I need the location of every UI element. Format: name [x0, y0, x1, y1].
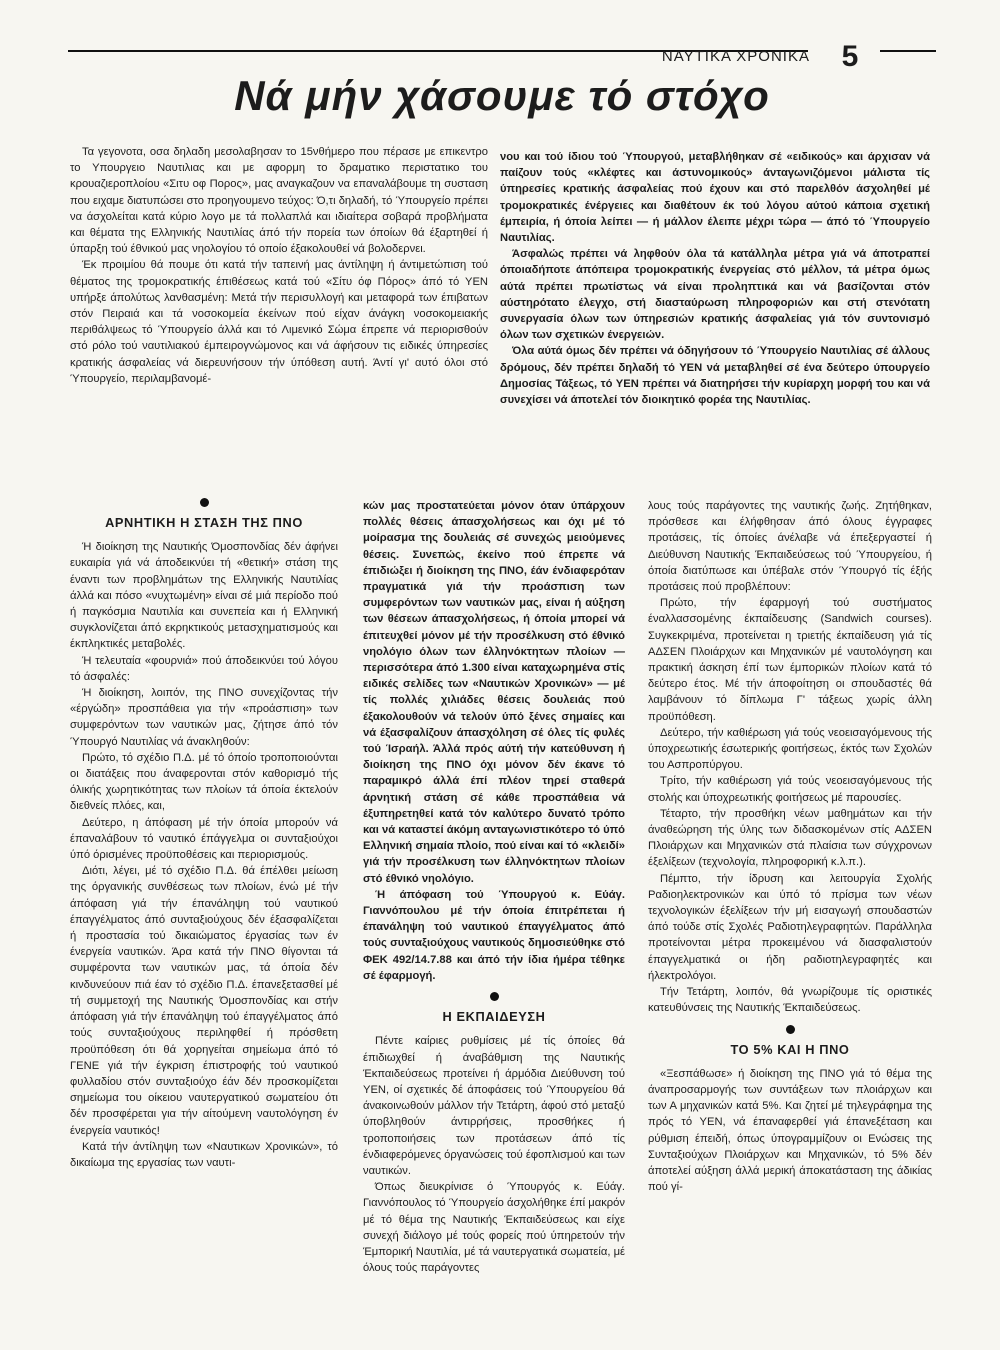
paragraph: Άσφαλώς πρέπει νά ληφθούν όλα τά κατάλληλα μέτρα γιά νά άποτραπεί όποιαδήποτε άπόπειρα τρομοκρατικής ένεργείας στό μέλλον, τά μέτρα όμως αύτά πρέπει πρωτίστως νά είναι προληπτικά και νά βασίζονται στόν αύστηρότατο έλεγχο, στή διασταύρωση πληροφοριών και στή στενότατη συνεργασία όλων των ύπηρεσιών κρατικής άσφαλείας γιά τόν συντονισμό όλων των σχετικών ένεργειών.	[500, 248, 930, 342]
paragraph: Δεύτερο, η άπόφαση μέ τήν όποία μπορούν νά έπαναλάβουν τό ναυτικό έπάγγελμα οι συνταξιούχοι ύπό όρισμένες προϋποθέσεις και περιορισμούς.	[70, 816, 338, 862]
paragraph: «Ξεσπάθωσε» ή διοίκηση της ΠΝΟ γιά τό θέμα της άναπροσαρμογής των συντάξεων των πλοιάρχων και των Α μηχανικών κατά 5%. Και ζητεί μέ τηλεγράφημα της πρός τό ΥΕΝ, νά έπαναφερθεί γιά έπανεξέταση και ρύθμιση έπειδή, όπως ύπογραμμίζουν οι Ενώσεις της Συνταξιούχων Πλοιάρχων και Μηχανικών, τό 5% δέν άποτελεί αύξηση άλλά μερική άποκατάσταση της άδικίας πού γί-	[648, 1067, 932, 1194]
section-heading: ΑΡΝΗΤΙΚΗ Η ΣΤΑΣΗ ΤΗΣ ΠΝΟ	[105, 515, 303, 530]
paragraph: Όπως διευκρίνισε ό Ύπουργός κ. Εύάγ. Γιαννόπουλος τό Ύπουργείο άσχολήθηκε έπί μακρόν μέ τό θέμα της Ναυτικής Έκπαιδεύσεως και είχε συνεχή διάλογο μέ τούς φορείς πού ύπηρετούν τήν Έμπορική Ναυτιλία, μέ τά ναυτεργατικά σωματεία, μέ όλους τούς παράγοντες	[363, 1181, 625, 1275]
column-left	[70, 490, 338, 1171]
paragraph: Πρώτο, τό σχέδιο Π.Δ. μέ τό όποίο τροποποιούνται οι διατάξεις που άναφερονται στόν καθορισμό τής όλικής χωρητικότητας των πλοίων τά όποία έκτελούν διεθνείς πλόες, και,	[70, 751, 338, 813]
page-number: 5	[841, 40, 859, 73]
section-heading: Η ΕΚΠΑΙΔΕΥΣΗ	[442, 1009, 546, 1025]
bullet-icon	[200, 498, 209, 507]
paragraph: Ή διοίκηση της Ναυτικής Όμοσπονδίας δέν άφήνει ευκαιρία γιά νά άποδεικνύει τή «θετική» στάση της έναντι των προβλημάτων της Ελληνικής Ναυτιλίας άλλά και πόσο «νυχτωμένη» είναι σέ μιά περίοδο πού ή παγκόσμια Ναυτιλία και συνεπεία και ή Ελληνική συγκλονίζεται άπό εκρηκτικούς μετασχηματισμούς και έκπληκτικές μεταβολές.	[70, 541, 338, 651]
column-middle	[363, 498, 625, 1276]
section-heading: ΤΟ 5% ΚΑΙ Η ΠΝΟ	[730, 1041, 850, 1057]
paragraph: Κατά τήν άντίληψη των «Ναυτικων Χρονικών», τό δικαίωμα της εργασίας των ναυτι-	[70, 1140, 338, 1169]
paragraph: Πέντε καίριες ρυθμίσεις μέ τίς όποίες θά έπιδιωχθεί ή άναβάθμιση της Ναυτικής Έκπαιδεύσεως προτείνει ή άρμόδια Διεύθυνση τού ΥΕΝ, οί σχετικές δέ άποφάσεις τού Ύπουργείου θά άνακοινωθούν μάλλον τήν Τετάρτη, άφού στό μεταξύ ύποβληθούν άντιρρήσεις, προσθήκες ή τροποποιήσεις των προτάσεων άπό τίς ένδιαφερόμενες όργανώσεις τού έφοπλισμού και των ναυτικών.	[363, 1035, 625, 1177]
paragraph: Διότι, λέγει, μέ τό σχέδιο Π.Δ. θά έπέλθει μείωση της όργανικής συνθέσεως των πλοίων, ένώ μέ τήν άπόφαση γιά τήν έπανάληψη τού ναυτικού έπαγγέλματος άπό συνταξιούχους δέν έξασφαλίζεται ή προστασία τού δικαιώματος έργασίας των έν ένεργεία ναυτικών. Άρα κατά τήν ΠΝΟ θίγονται τά συμφέροντα των ναυτικών μας, τά όποία δέν κινδυνεύουν πιά έαν τό σχέδιο Π.Δ. έπανεξετασθεί μέ τή συμμετοχή της Ναυτικής Όμοσπονδίας και στήν άπόφαση γιά τήν έπανάληψη τού έπαγγέλματος άπό τούς συνταξιούχους περιληφθεί ή πρόσθετη προϋπόθεση ότι θά χορηγείται σημείωμα άπό τό ΓΕΝΕ γιά τήν έγκριση έπιστροφής τού ναυτικού φυλλαδίου στόν συνταξιούχο έάν δέν προσκομίζεται σημείωμα του οίκειου ναυτεργατικού σωματείου ότι δέν προσφέρεται για τήν αίτούμενη ναυτολόγηση έν ένεργεία ναυτικός!	[70, 865, 338, 1137]
article-title: Νά μήν χάσουμε τό στόχο	[234, 72, 770, 119]
paragraph: Πέμπτο, τήν ίδρυση και λειτουργία Σχολής Ραδιοηλεκτρονικών και ύπό τό πρίσμα των νέων τεχνολογικών έξελίξεων τήν μή εισαγωγή σπουδαστών άπό τούδε στίς Σχολές Ραδιοτηλεγραφητών. Παράλληλα προτείνονται μέτρα προκειμένου νά διασφαλιστούν έπαγγελματικά οι ήδη ραδιοτηλεγραφητές και ήλεκτρολόγοι.	[648, 872, 932, 982]
paragraph: Έκ προιμίου θά πουμε ότι κατά τήν ταπεινή μας άντίληψη ή άντιμετώπιση τού θέματος της τρομοκρατικής έπιθέσεως κατά τού «Σίτυ όφ Πόρος» άπό τό ΥΕΝ υπήρξε άπολύτως λανθασμένη: Μετά τήν περισυλλογή και μεταφορά των έπιβατων στόν Πειραιά και τά νοσοκομεία έκείνων πού είχαν άνάγκη νοσοκομειακής περιθάλψεως τό Ύπουργείο άλλά και τό Λιμενικό Σώμα έπρεπε νά περιορισθούν στό ρόλο τού ναυτιλιακού έμπειρογνώμονος και νά άφήσουν τις ειδικές ύπηρεσίες κρατικής άσφαλείας νά διερευνήσουν τήν ύπόθεση αυτή. Άντί γι' αυτό όλοι στό Ύπουργείο, περιλαμβανομέ-	[70, 259, 488, 385]
paragraph: νου και τού ίδιου τού Ύπουργού, μεταβλήθηκαν σέ «ειδικούς» και άρχισαν νά παίζουν τούς «κλέφτες και άστυνομικούς» άνταγωνιζόμενοι μάλιστα τίς ύπηρεσίες κρατικής άσφαλείας πού έχουν και στό παρελθόν άσχοληθεί μέ τρομοκρατικές ένέργειες και διαθέτουν έκ τού λόγου αύτού κάποια σχετική έμπειρία, ή όποία λείπει — ή μάλλον έλειπε μέχρι τώρα — άπό τό Ύπουργείο Ναυτιλίας.	[500, 151, 930, 245]
bullet-icon	[490, 992, 499, 1001]
column-top-right	[500, 149, 930, 408]
paragraph: Τρίτο, τήν καθιέρωση γιά τούς νεοεισαγόμενους τής στολής και ύποχρεωτικής φοιτήσεως μέ παρουσίες.	[648, 775, 932, 804]
paragraph: Ή άπόφαση τού Ύπουργού κ. Εύάγ. Γιαννόπουλου μέ τήν όποία έπιτρέπεται ή έπανάληψη τού ναυτικού έπαγγέλματος άπό τούς συνταξιούχους ναυτικούς δημοσιεύθηκε στό ΦΕΚ 492/14.7.88 και άπό τήν ίδια ήμέρα τέθηκε σέ έφαρμογή.	[363, 888, 625, 982]
bullet-icon	[786, 1025, 795, 1034]
paragraph: Δεύτερο, τήν καθιέρωση γιά τούς νεοεισαγόμενους τής ύποχρεωτικής έσωτερικής φοιτήσεως, έκτός των Σχολών του Ασπροπύργου.	[648, 726, 932, 772]
column-top-left	[70, 144, 488, 387]
paragraph: Ή διοίκηση, λοιπόν, της ΠΝΟ συνεχίζοντας τήν «έργώδη» προσπάθεια για τήν «προάσπιση» των συμφερόντων των ναυτικών μας, ζήτησε άπό τόν Ύπουργό Ναυτιλίας νά άνακληθούν:	[70, 687, 338, 748]
paragraph: κών μας προστατεύεται μόνον όταν ύπάρχουν πολλές θέσεις άπασχολήσεως και όχι μέ τό μοίρασμα της δουλειάς σέ συνεχώς μειούμενες θέσεις. Συνεπώς, έκείνο πού έπρεπε νά έπιδιώξει ή διοίκηση της ΠΝΟ, έάν ένδιαφερόταν πραγματικά γιά τήν προάσπιση των συμφερόντων των ναυτικών μας, είναι ή αύξηση των θέσεων άπασχολήσεως, ή όποία μπορεί νά έπιτευχθεί μόνον μέ τήν προσέλκυση στό έθνικό νηολόγιο όλων των έλληνόκτητων πλοίων — περισσότερα άπό 1.300 είναι καταχωρημένα στίς ειδικές σελίδες των «Ναυτικών Χρονικών» — μέ τίς πολλές χιλιάδες θέσεις δουλειάς πού έξακολουθούν νά τελούν ύπό ξένες σημαίες και νά έξασφαλίζουν άπασχόληση σέ όλες τίς φυλές τού Ίσραήλ. Άλλά πρός αύτή τήν κατεύθυνση ή διοίκηση της ΠΝΟ όχι μόνον δέν έκανε τό παραμικρό άλλά έπί πλέον τηρεί σταθερά άρνητική στάση σέ κάθε προσπάθεια νά έξυπηρετηθεί κατά τόν καλύτερο δυνατό τρόπο και νά καταστεί άκόμη ανταγωνιστικότερο τό ύπό Ελληνική σημαία πλοίο, πού είναι καί τό «κλειδί» γιά τήν προσέλκυση των έλληνόκτητων πλοίων στό έθνικό νηολόγιο.	[363, 500, 625, 885]
header-rule-right	[880, 50, 936, 52]
paragraph: Όλα αύτά όμως δέν πρέπει νά όδηγήσουν τό Ύπουργείο Ναυτιλίας σέ άλλους δρόμους, δέν πρέπει δηλαδή τό ΥΕΝ νά μεταβληθεί σέ ένα δεύτερο ύπουργείο Δημοσίας Τάξεως, τό ΥΕΝ πρέπει νά διατηρήσει τήν κυρίαρχη μορφή του και νά συνεχίσει νά άποτελεί τόν διοικητικό φορέα της Ναυτιλίας.	[500, 345, 930, 407]
paragraph: Τα γεγονοτα, οσα δηλαδη μεσολαβησαν το 15νθήμερο που πέρασε με επικεντρο το Υπουργειο Ναυτιλιας και με αφορμη το δραματικο περιστατικο του κρουαζιεροπλοίου «Σιτυ οφ Πορος», μας αναγκαζουν να επαναλάβουμε τη συσταση που ειχαμε διατυπώσει στο προηγουμενο τεύχος: Ό,τι δηλαδή, τό Ύπουργείο πρέπει να άσχολείται κατά κύριο λογο με τά πολλαπλά και ιδιαίτερα σοβαρά προβλήματα και θέματα της Ελληνικής Ναυτιλίας άπό τήν πορεία των όποίων θά έξαρτηθεί ή ύπαρξη τού έθνικού μας νηολογίου τό οποίο έξακολουθεί νά βολοδερνει.	[70, 146, 488, 256]
paragraph: Τέταρτο, τήν προσθήκη νέων μαθημάτων και τήν άναθεώρηση τής ύλης των διδασκομένων στίς ΑΔΣΕΝ Πλοιάρχων και Μηχανικών στά πλαίσια των σύγχρονων έξελίξεων (τεχνολογία, πληροφορική κ.λ.π.).	[648, 807, 932, 869]
paragraph: Τήν Τετάρτη, λοιπόν, θά γνωρίζουμε τίς οριστικές κατευθύνσεις της Ναυτικής Έκπαιδεύσεως.	[648, 986, 932, 1015]
paragraph: Ή τελευταία «φουρνιά» πού άποδεικνύει τού λόγου τό άσφαλές:	[70, 654, 338, 683]
paragraph: λους τούς παράγοντες της ναυτικής ζωής. Ζητήθηκαν, πρόσθεσε και έλήφθησαν άπό όλους έγγραφες προτάσεις, τίς όποίες άνέλαβε νά έπεξεργαστεί ή Διεύθυνση Ναυτικής Έκπαιδεύσεως τού Ύπουργείου, ή όποία διατύπωσε και ύπέβαλε στόν Ύπουργό τίς έξής προτάσεις πού προβλέπουν:	[648, 500, 932, 594]
paragraph: Πρώτο, τήν έφαρμογή τού συστήματος έναλλασσομένης έκπαίδευσης (Sandwich courses). Συγκεκριμένα, προτείνεται η τριετής έκπαίδευση γιά τίς ΑΔΣΕΝ Πλοιάρχων και Μηχανικών μέ ναυτολόγηση και πρακτική άσκηση έπί των έμπορικών πλοίων κατά τό δεύτερο έτος. Μέ τήν άποφοίτηση οι σπουδαστές θά λαμβάνουν τό δίπλωμα Γ' τάξεως χωρίς άλλη προϋπόθεση.	[648, 597, 932, 723]
column-right	[648, 498, 932, 1195]
running-head: ΝΑΥΤΙΚΑ ΧΡΟΝΙΚΑ	[661, 48, 810, 65]
